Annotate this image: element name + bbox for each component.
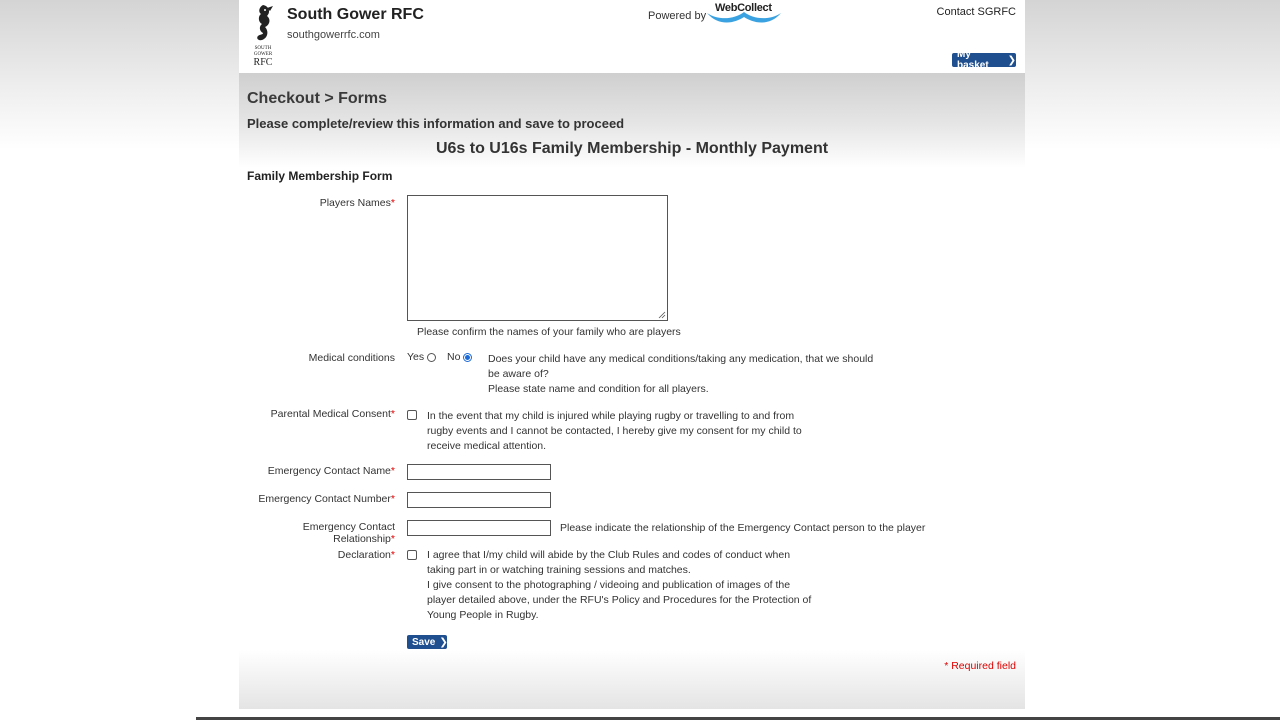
breadcrumb: Checkout > Forms [247,90,388,107]
required-marker: * [390,408,395,420]
required-marker: * [390,197,395,209]
chevron-right-icon: ❯ [1007,54,1016,66]
consent-text [427,409,802,454]
medical-yes-radio[interactable] [427,353,436,362]
consent-text-line: rugby events and I cannot be contacted, I hereby give my consent for my child to [427,425,802,437]
consent-text-line: receive medical attention. [427,440,547,452]
powered-by-label: Powered by [648,10,707,22]
consent-label-text: Parental Medical Consent [270,408,391,420]
required-marker: * [390,549,395,561]
save-label: Save [412,636,436,648]
declaration-text-line: player detailed above, under the RFU's Policy and Procedures for the Protection of [427,594,812,606]
webcollect-text: WebCollect [715,2,772,14]
my-basket-button[interactable] [952,49,1016,71]
emergency-relationship-hint: Please indicate the relationship of the Emergency Contact person to the player [560,522,926,534]
medical-no-option[interactable] [447,351,472,363]
declaration-label-text: Declaration [337,549,391,561]
medical-hint-line: Does your child have any medical conditions/taking any medication, that we should [488,353,874,365]
club-logo[interactable] [250,3,276,67]
declaration-text-line: I agree that I/my child will abide by the Club Rules and codes of conduct when [427,549,791,561]
header [239,0,1025,73]
resize-handle-icon[interactable] [658,311,666,319]
players-names-hint: Please confirm the names of your family who are players [417,326,681,338]
required-field-note: * Required field [944,660,1016,672]
consent-checkbox[interactable] [407,410,417,420]
page-container [239,0,1025,709]
logo-text-3: RFC [253,57,273,67]
required-marker: * [390,533,395,545]
consent-label [239,408,395,420]
emergency-name-input[interactable] [407,464,551,480]
my-basket-label: My basket [957,49,989,71]
emergency-name-label-text: Emergency Contact Name [267,465,391,477]
required-marker: * [390,493,395,505]
medical-hint-line: be aware of? [488,368,549,380]
medical-no-radio[interactable] [463,353,472,362]
required-marker: * [390,465,395,477]
medical-hint [488,352,873,397]
page-subheading: Please complete/review this information and save to proceed [247,116,625,131]
page-title: U6s to U16s Family Membership - Monthly Payment [435,140,829,157]
declaration-label [239,549,395,561]
medical-no-label: No [446,351,461,363]
consent-text-line: In the event that my child is injured while playing rugby or travelling to and from [427,410,795,422]
save-button[interactable] [407,635,447,649]
declaration-checkbox[interactable] [407,550,417,560]
players-names-label [239,197,395,209]
emergency-number-input[interactable] [407,492,551,508]
declaration-text [427,548,811,623]
players-names-textarea[interactable] [407,195,668,321]
emergency-relationship-label-text: Emergency Contact Relationship [302,521,395,545]
club-name[interactable]: South Gower RFC [287,6,424,23]
emergency-relationship-label [239,521,395,545]
players-names-label-text: Players Names [319,197,391,209]
logo-text-1: SOUTH [254,46,272,51]
emergency-relationship-input[interactable] [407,520,551,536]
form-title: Family Membership Form [247,169,393,183]
emergency-number-label [239,493,395,505]
declaration-text-line: Young People in Rugby. [427,609,539,621]
logo-text-2: GOWER [253,52,273,57]
medical-yes-option[interactable] [407,351,436,363]
medical-conditions-label: Medical conditions [308,352,395,364]
footer-band [239,650,1025,709]
declaration-text-line: I give consent to the photographing / videoing and publication of images of the [427,579,791,591]
club-url-link[interactable]: southgowerrfc.com [287,29,380,41]
medical-yes-label: Yes [407,351,425,363]
emergency-number-label-text: Emergency Contact Number [258,493,391,505]
medical-radio-group [407,351,476,363]
contact-link[interactable]: Contact SGRFC [936,6,1016,18]
chevron-right-icon: ❯ [439,636,448,648]
medical-hint-line: Please state name and condition for all players. [488,383,709,395]
emergency-name-label [239,465,395,477]
declaration-text-line: taking part in or watching training sessions and matches. [427,564,691,576]
